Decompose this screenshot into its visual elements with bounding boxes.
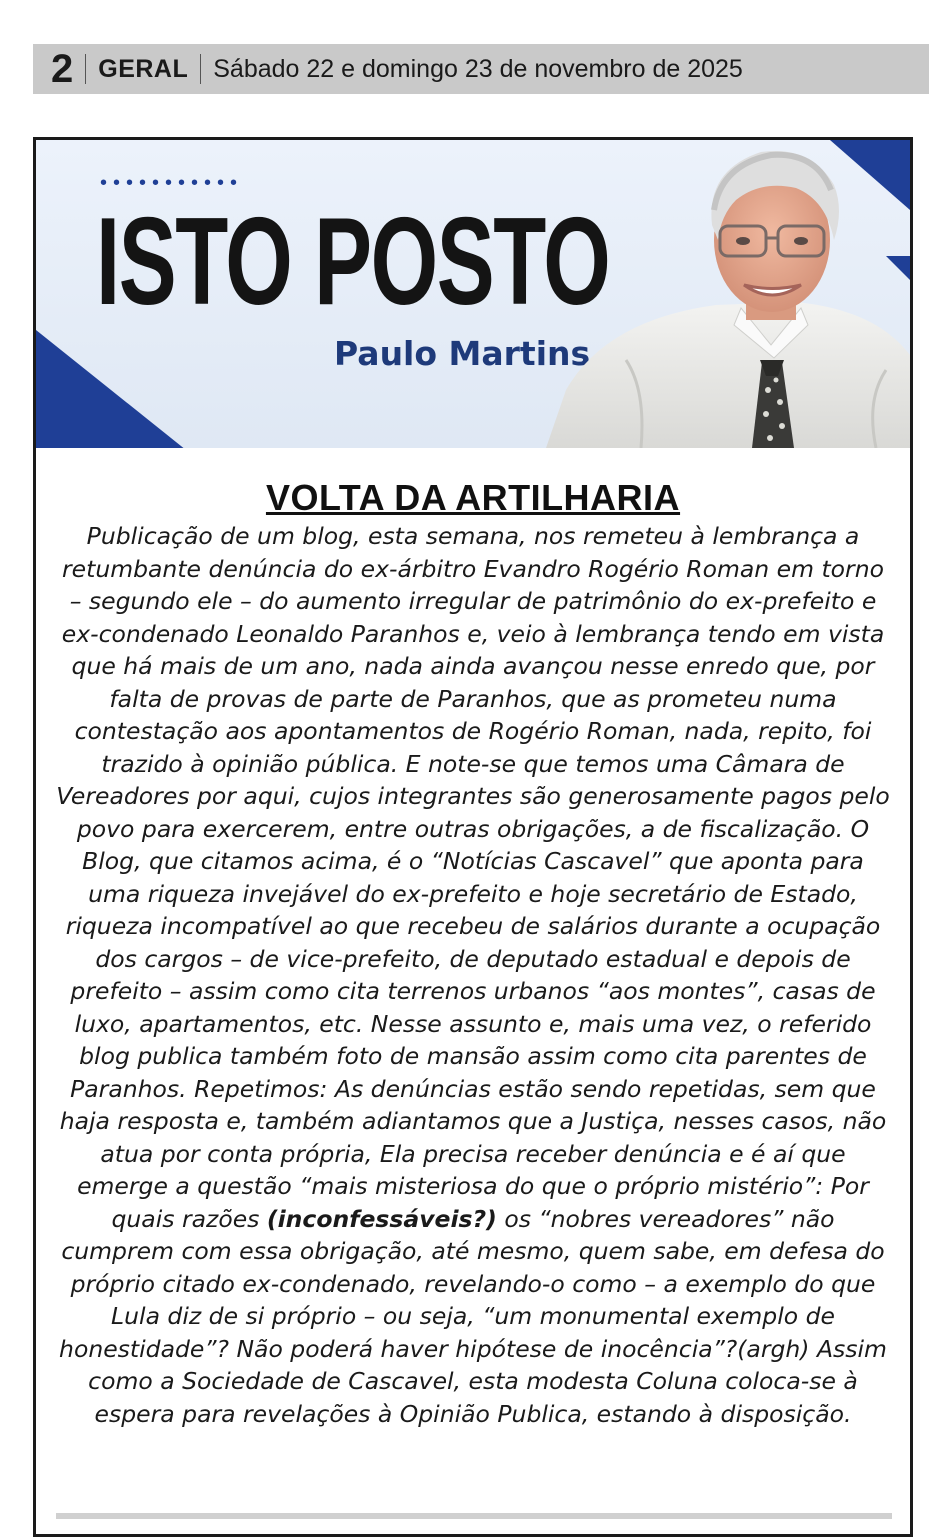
edition-date: Sábado 22 e domingo 23 de novembro de 2025 [213,54,743,83]
banner-stripe [36,330,186,448]
bottom-divider [56,1513,892,1519]
banner-dots: ••••••••••• [100,172,244,194]
author-name: Paulo Martins [334,334,591,373]
page-number: 2 [51,47,74,91]
article-headline: VOLTA DA ARTILHARIA [265,477,681,518]
article [36,448,910,1430]
article-body [56,520,890,1430]
author-photo [546,140,910,448]
page-header [33,44,929,94]
article-body-emphasis: (inconfessáveis?) [266,1204,497,1233]
article-body-text: os “nobres vereadores” não cumprem com essa obrigação, até mesmo, quem sabe, em defesa do próprio citado ex-condenado, revelando-o como – a exemplo do que Lula diz de si próprio – ou seja, “um monumental exemplo de honestidade”? Não poderá haver hipótese de inocência”?(argh) Assim como a Sociedade de Cascavel, esta modesta Coluna coloca-se à espera para revelações à Opinião Publica, estando à disposição. [59,1204,887,1428]
section-label: GERAL [98,54,189,83]
column-box [33,137,913,1537]
article-body-text: Publicação de um blog, esta semana, nos remeteu à lembrança a retumbante denúncia do ex-árbitro Evandro Rogério Roman em torno – segundo ele – do aumento irregular de patrimônio do ex-prefeito e ex-condenado Leonaldo Paranhos e, veio à lembrança tendo em vista que há mais de um ano, nada ainda avançou nesse enredo que, por falta de provas de parte de Paranhos, que as prometeu numa contestação aos apontamentos de Rogério Roman, nada, repito, foi trazido à opinião pública. E note-se que temos uma Câmara de Vereadores por aqui, cujos integrantes são generosamente pagos pelo povo para exercerem, entre outras obrigações, a de fiscalização. O Blog, que citamos acima, é o “Notícias Cascavel” que aponta para uma riqueza invejável do ex-prefeito e hoje secretário de Estado, riqueza incompatível ao que recebeu de salários durante a ocupação dos cargos – de vice-prefeito, de deputado estadual e depois de prefeito – assim como cita terrenos urbanos “aos montes”, casas de luxo, apartamentos, etc. Nesse assunto e, mais uma vez, o referido blog publica também foto de mansão assim como cita parentes de Paranhos. Repetimos: As denúncias estão sendo repetidas, sem que haja resposta e, também adiantamos que a Justiça, nesses casos, não atua por conta própria, Ela precisa receber denúncia e é aí que emerge a questão “mais misteriosa do que o próprio mistério”: Por quais razões [56,522,890,1233]
column-banner [36,140,910,448]
column-title: ISTO POSTO [96,193,610,331]
